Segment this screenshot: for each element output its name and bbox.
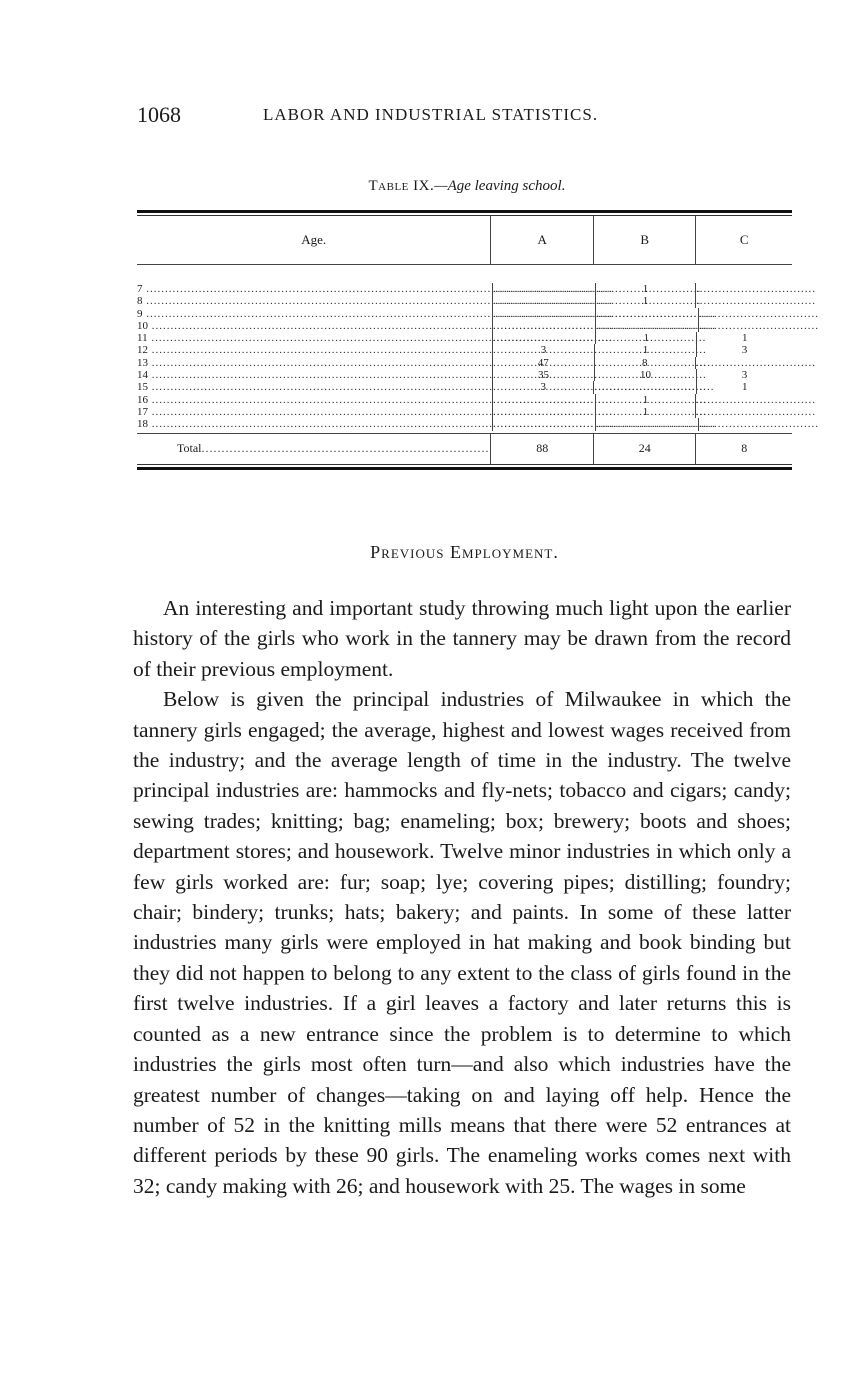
age-cell: 9 ..... [137,308,492,320]
dot-leader: ................................ [696,393,816,406]
header-b: B [593,216,696,264]
header-age: Age. [301,232,327,247]
dot-leader: ................................ [696,356,816,369]
b-cell: 1 [595,394,695,406]
a-cell [492,295,613,308]
a-cell: 3 [492,381,593,393]
dot-leader: ................................ [493,319,613,332]
table-row [137,332,792,344]
dot-leader: ................................ [699,418,819,431]
a-cell [492,418,613,431]
c-cell [698,319,819,332]
age-leaving-school-table [137,210,819,470]
dot-leader: ................................ [493,283,613,295]
table-top-rule [137,210,792,213]
age-cell: 17 ..... [137,406,492,418]
b-cell [595,307,716,320]
dot-leader: ................................ [493,393,613,406]
c-cell: 3 [696,344,792,356]
age-cell: 13 ..... [137,357,492,369]
age-cell: 10 ..... [137,320,492,332]
table-caption-label: Table IX. [368,178,435,194]
c-cell [695,283,816,295]
a-cell [492,332,613,345]
c-cell: 1 [696,381,792,393]
total-label: Total [177,441,202,456]
age-cell: 16 ..... [137,394,492,406]
b-cell: 1 [595,406,695,418]
dot-leader: ................................ [493,307,613,320]
age-cell: 15 ..... [137,381,492,393]
dot-leader: ................................ [699,319,819,332]
a-cell [492,393,613,406]
total-label-cell: Total ........................................................................ [177,441,490,456]
dot-leader: ................................ [596,319,716,332]
c-cell [695,405,816,418]
c-cell [695,393,816,406]
a-cell [492,283,613,295]
table-row [137,418,819,431]
total-c: 8 [695,434,792,464]
b-cell [595,319,716,332]
table-row [137,295,816,308]
header-a: A [490,216,593,264]
table-rows [137,265,819,433]
header-c: C [695,216,792,264]
c-cell [698,307,819,320]
dot-leader: ................................ [594,381,715,394]
table-caption [137,178,797,195]
table-row [137,319,819,332]
age-cell: 7 ..... [137,283,492,295]
total-b: 24 [593,434,696,464]
age-cell: 14 ..... [137,369,492,381]
b-cell: 10 [594,369,696,381]
table-row [137,307,819,320]
dot-leader: ................................ [696,295,816,308]
dot-leader: ................................ [696,283,816,295]
page-number: 1068 [137,102,181,127]
age-cell: 11 ..... [137,332,492,344]
dot-leader: ................................ [493,418,613,431]
c-cell [698,418,819,431]
age-cell: 18 ..... [137,418,492,430]
table-row [137,344,792,356]
table-row [137,356,816,369]
dot-leader: ................................ [696,405,816,418]
a-cell [492,319,613,332]
table-row [137,369,792,381]
b-cell: 1 [594,344,696,356]
table-caption-title: —Age leaving school. [434,178,566,194]
paragraph-1: An interesting and important study throwing much light upon the earlier history of the girls who work in the tannery may be drawn from the record of their previous employment. [133,596,791,681]
a-cell: 47 [492,357,594,369]
dot-leader: ................................ [596,418,716,431]
dot-leader: ................................ [596,307,716,320]
table-header-row [137,216,792,265]
b-cell: 1 [595,283,695,295]
a-cell: 35 [492,369,594,381]
table-bottom-thin-rule [137,464,792,465]
b-cell: 1 [595,332,696,344]
total-a: 88 [490,434,593,464]
page-header [137,102,797,132]
table-row [137,283,816,295]
paragraph-2: Below is given the principal industries of Milwaukee in which the tannery girls engaged; the average, highest and lowest wages received from the industry; and the average length of time in the industry. The twelve principal industries are: hammocks and fly-nets; tobacco and cigars; candy; sewing trades; knitting; bag; enameling; box; brewery; boots and shoes; department stores; and housework. Twelve minor industries in which only a few girls worked are: fur; soap; lye; covering pipes; distilling; foundry; chair; bindery; trunks; hats; bakery; and paints. In some of these latter industries many girls were employed in hat making and book binding but they did not happen to belong to any extent to the class of girls found in the first twelve industries. If a girl leaves a factory and later returns this is counted as a new entrance since the problem is to determine to which industries the girls most often turn—and also which industries have the greatest number of changes—taking on and laying off help. Hence the number of 52 in the knitting mills means that there were 52 entrances at different periods by these 90 girls. The enameling works comes next with 32; candy making with 26; and housework with 25. The wages in some [133,687,791,1198]
b-cell [595,418,716,431]
dot-leader: ................................ [493,295,613,308]
dot-leader: ................................ [493,332,613,345]
age-cell: 12 ..... [137,344,492,356]
section-title: Previous Employment. [370,542,559,562]
table-bottom-rules [137,464,792,470]
table-total-row [137,433,792,464]
c-cell: 3 [696,369,792,381]
body-text [133,593,791,1201]
age-cell: 8 ..... [137,295,492,307]
dot-leader: ................................ [493,405,613,418]
table-row [137,393,816,406]
running-head: LABOR AND INDUSTRIAL STATISTICS. [263,105,599,124]
b-cell: 1 [595,295,695,307]
b-cell: 8 [594,357,696,369]
a-cell: 3 [492,344,594,356]
c-cell [695,356,816,369]
a-cell [492,307,613,320]
table-body [137,265,819,433]
table-row [137,405,816,418]
c-cell: 1 [696,332,792,344]
c-cell [695,295,816,308]
table-row [137,381,792,393]
a-cell [492,405,613,418]
dot-leader: ................................ [699,307,819,320]
b-cell [593,381,715,394]
table-bottom-rule [137,467,792,470]
